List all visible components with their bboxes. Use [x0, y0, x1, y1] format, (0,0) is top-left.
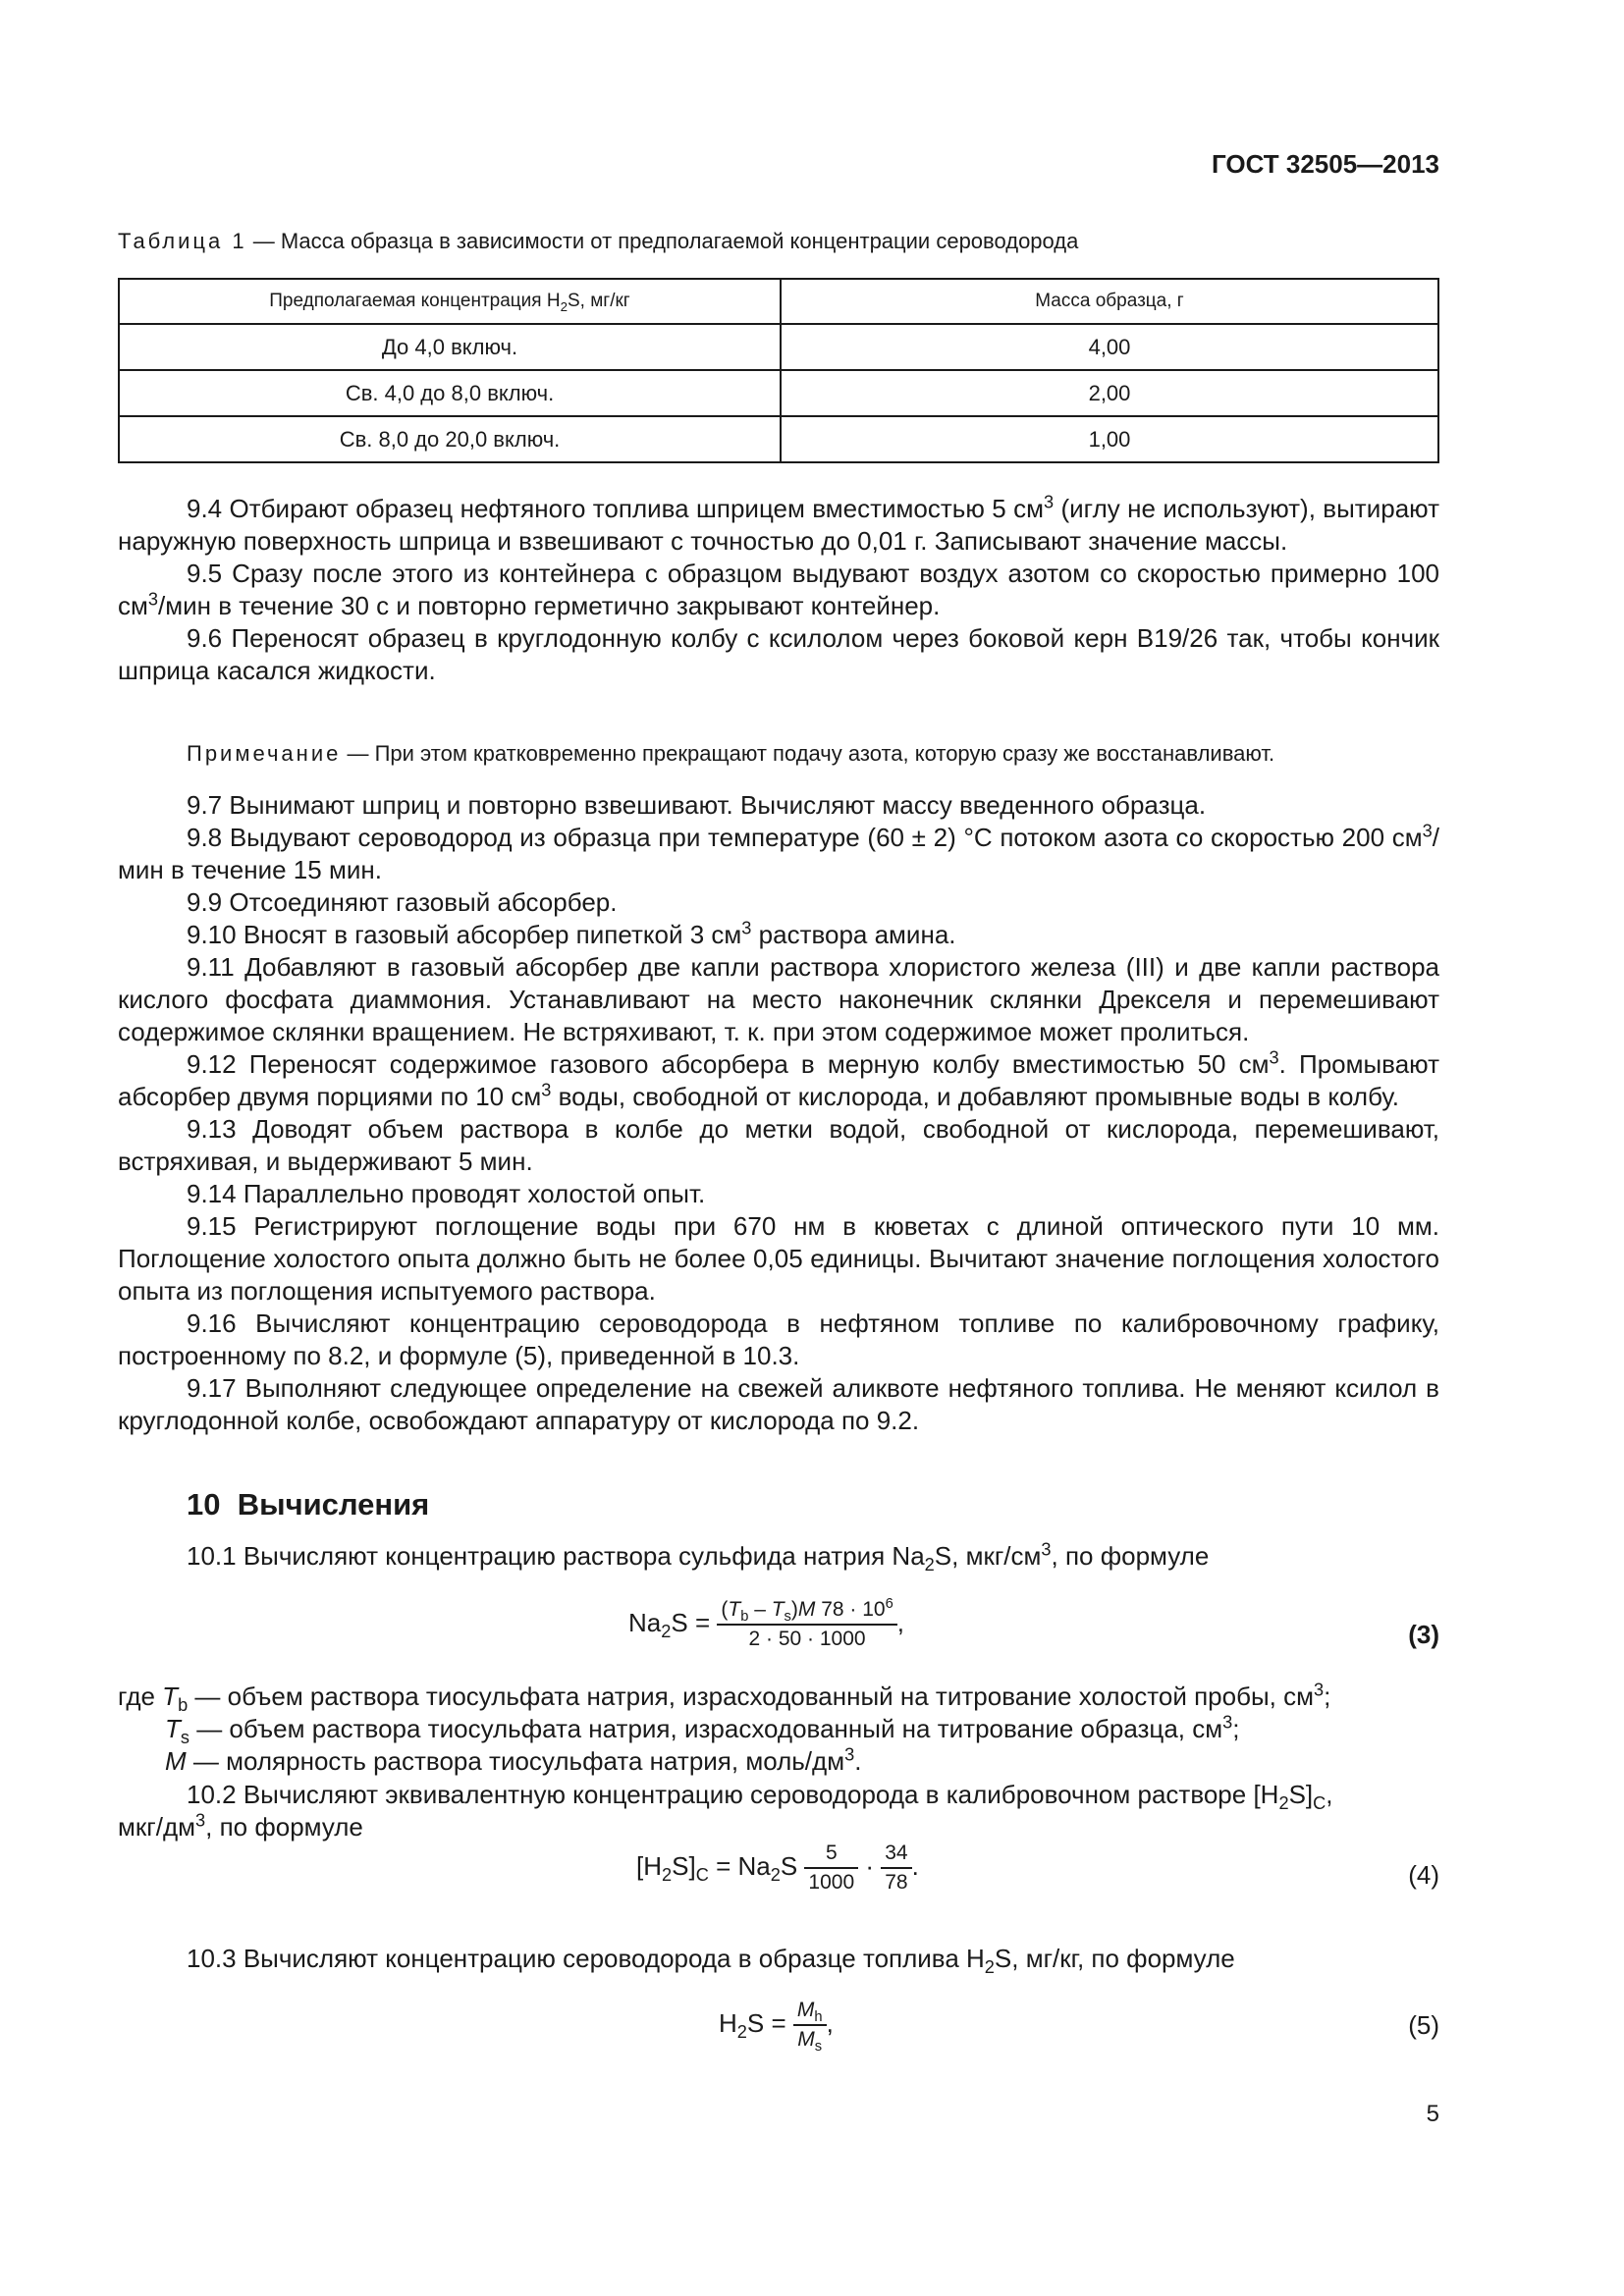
text: 9.12 Переносят содержимое газового абсорбера в мерную колбу вместимостью 50 см [187, 1049, 1270, 1079]
paragraph [118, 1048, 1439, 1113]
superscript: 3 [1269, 1047, 1279, 1068]
formula-text: · [858, 1850, 882, 1881]
formula-text: Na [628, 1607, 662, 1637]
note-text: — При этом кратковременно прекращают подачу азота, которую сразу же восстанавливают. [341, 741, 1275, 766]
formula-var: M [165, 1746, 187, 1776]
superscript: 3 [195, 1810, 206, 1831]
fraction-denominator: 78 [885, 1871, 908, 1894]
table-cell: Св. 8,0 до 20,0 включ. [119, 416, 781, 462]
formula-subscript: 2 [661, 1622, 672, 1642]
note-label: Примечание [187, 741, 342, 766]
fraction-denominator: 2 · 50 · 1000 [748, 1628, 866, 1650]
table-row [119, 416, 1438, 462]
subscript: 2 [1278, 1793, 1289, 1814]
superscript: 3 [1043, 492, 1055, 512]
fraction-numerator [717, 1598, 896, 1626]
table-header-cell [119, 279, 781, 324]
document-code: ГОСТ 32505—2013 [1212, 149, 1439, 179]
superscript: 3 [1041, 1539, 1052, 1560]
table-cell: 2,00 [781, 370, 1438, 416]
fraction-denominator: 1000 [808, 1871, 855, 1894]
fraction-denominator [793, 2026, 827, 2056]
text: 9.13 Доводят объем раствора в колбе до метки водой, свободной от кислорода, перемешивают, встряхивая, и выдерживают 5 мин. [118, 1114, 1439, 1176]
legend-line [118, 1680, 1331, 1716]
table-caption-text: — Масса образца в зависимости от предполагаемой концентрации сероводорода [246, 229, 1079, 253]
formula-5-number: (5) [1408, 2010, 1439, 2040]
formula-var: T [165, 1714, 181, 1743]
paragraph-10-3 [187, 1944, 1235, 1978]
superscript: 3 [541, 1080, 552, 1100]
text: (иглу не используют), вытирают наружную поверхность шприца и взвешивают с точностью до 0,01 г. Записывают значение массы. [118, 494, 1439, 556]
text: — объем раствора тиосульфата натрия, израсходованный на титрование образца, см [189, 1714, 1223, 1743]
text: ; [1324, 1682, 1331, 1711]
formula-3-number: (3) [1408, 1620, 1439, 1649]
section-title: Вычисления [237, 1487, 430, 1522]
text: , по формуле [1051, 1541, 1210, 1571]
paragraphs-top [118, 493, 1439, 687]
text: мкг/дм [118, 1812, 196, 1842]
formula-text: . [911, 1850, 919, 1881]
paragraph [118, 1178, 1439, 1210]
superscript: 3 [147, 589, 158, 610]
table-row [119, 370, 1438, 416]
formula-var: M [797, 2028, 815, 2051]
text: 10.2 Вычисляют эквивалентную концентрацию сероводорода в калибровочном растворе [H [187, 1780, 1279, 1809]
text: 9.10 Вносят в газовый абсорбер пипеткой 3 см [187, 920, 742, 949]
formula-text: S] [672, 1850, 696, 1881]
paragraphs-mid [118, 789, 1439, 1437]
legend-line [118, 1712, 1330, 1748]
paragraph [118, 1372, 1439, 1437]
paragraph [118, 1308, 1439, 1372]
formula-text: H [719, 2007, 737, 2038]
text: . Промывают абсорбер двумя порциями по 10 см [118, 1049, 1439, 1111]
text: 10.3 Вычисляют концентрацию сероводорода в образце топлива H [187, 1944, 985, 1973]
formula-subscript: s [814, 2039, 823, 2056]
text: /мин в течение 30 с и повторно герметично закрывают контейнер. [158, 591, 941, 620]
formula-text: , [826, 2007, 834, 2038]
legend-line [118, 1745, 1330, 1778]
paragraph-10-1 [187, 1539, 1210, 1575]
paragraph-10-2 [118, 1779, 1439, 1843]
formula-text: 78 · 10 [815, 1598, 886, 1621]
subscript: C [1313, 1793, 1326, 1814]
paragraph [118, 886, 1439, 919]
text: воды, свободной от кислорода, и добавляют промывные воды в колбу. [551, 1082, 1400, 1111]
mass-table [118, 278, 1439, 463]
formula-4-number: (4) [1408, 1860, 1439, 1890]
superscript: 3 [844, 1744, 855, 1765]
formula-var: M [797, 1598, 816, 1621]
formula-legend [118, 1681, 1330, 1778]
text: раствора амина. [751, 920, 956, 949]
fraction [881, 1842, 911, 1895]
text: 9.4 Отбирают образец нефтяного топлива шприцем вместимостью 5 см [187, 494, 1044, 523]
table-header-row [119, 279, 1438, 324]
text: — молярность раствора тиосульфата натрия, моль/дм [186, 1746, 845, 1776]
section-number: 10 [187, 1487, 221, 1522]
fraction [793, 1999, 827, 2056]
formula-5 [719, 1999, 834, 2056]
table-caption-label: Таблица 1 [118, 229, 247, 253]
text: ; [1232, 1714, 1240, 1743]
subscript: s [180, 1728, 189, 1748]
formula-4 [636, 1842, 919, 1895]
text: , [1326, 1780, 1333, 1809]
text: 9.16 Вычисляют концентрацию сероводорода в нефтяном топливе по калибровочному графику, построенному по 8.2, и формуле (5), приведенной в 10.3. [118, 1308, 1439, 1370]
paragraph [118, 1779, 1439, 1843]
paragraph [118, 919, 1439, 951]
text: S] [1288, 1780, 1314, 1809]
page-number: 5 [1426, 2101, 1439, 2127]
text: . [854, 1746, 862, 1776]
formula-text: ( [721, 1598, 729, 1621]
subscript: 2 [924, 1555, 935, 1575]
paragraph [118, 789, 1439, 822]
fraction-numerator [793, 1999, 827, 2026]
formula-var: M [796, 1999, 815, 2021]
formula-subscript: b [740, 1609, 749, 1626]
text: 9.9 Отсоединяют газовый абсорбер. [187, 887, 618, 917]
text: S, мг/кг, по формуле [994, 1944, 1235, 1973]
formula-subscript: 2 [736, 2022, 747, 2043]
subscript: b [178, 1695, 189, 1716]
text: S, мкг/см [934, 1541, 1042, 1571]
formula-var: T [728, 1598, 741, 1621]
superscript: 3 [1422, 821, 1433, 841]
table-caption [118, 229, 1078, 254]
formula-text: [H [636, 1850, 662, 1881]
note [187, 741, 1439, 767]
section-heading [187, 1487, 429, 1522]
table-cell: 4,00 [781, 324, 1438, 370]
superscript: 3 [741, 918, 752, 938]
text: 9.6 Переносят образец в круглодонную колбу с ксилолом через боковой керн В19/26 так, чтобы кончик шприца касался жидкости. [118, 623, 1439, 685]
superscript: 3 [1313, 1680, 1325, 1700]
formula-superscript: 6 [885, 1596, 893, 1612]
text: , по формуле [205, 1812, 363, 1842]
fraction-numerator: 5 [804, 1842, 858, 1869]
formula-text: S = [746, 2007, 786, 2038]
formula-text: , [896, 1607, 905, 1637]
paragraph [118, 1210, 1439, 1308]
text: 9.14 Параллельно проводят холостой опыт. [187, 1179, 706, 1208]
text: 9.5 Сразу после этого из контейнера с образцом выдувают воздух азотом со скоростью примерно 100 см [118, 559, 1439, 620]
table-cell: До 4,0 включ. [119, 324, 781, 370]
formula-text: S = [671, 1607, 711, 1637]
text: 10.1 Вычисляют концентрацию раствора сульфида натрия Na [187, 1541, 925, 1571]
superscript: 3 [1222, 1712, 1233, 1733]
table-row [119, 324, 1438, 370]
paragraph [118, 822, 1439, 886]
header-text: S, мг/кг [567, 291, 630, 311]
paragraph [118, 558, 1439, 622]
formula-var: T [771, 1598, 785, 1621]
header-subscript: 2 [560, 298, 568, 314]
text: 9.11 Добавляют в газовый абсорбер две капли раствора хлористого железа (III) и две капли раствора кислого фосфата диаммония. Устанавливают на место наконечник склянки Дрекселя и перемешивают содержимое склянки вращением. Не встряхивают, т. к. при этом содержимое может пролиться. [118, 952, 1439, 1046]
table-cell: 1,00 [781, 416, 1438, 462]
fraction [717, 1598, 896, 1651]
formula-subscript: s [784, 1609, 791, 1626]
text: 9.8 Выдувают сероводород из образца при температуре (60 ± 2) °С потоком азота со скоростью 200 см [187, 823, 1423, 852]
subscript: 2 [984, 1957, 995, 1978]
formula-subscript: 2 [770, 1865, 781, 1886]
formula-subscript: h [814, 2009, 823, 2026]
formula-text: = Na [708, 1850, 771, 1881]
fraction [804, 1842, 858, 1895]
paragraph [118, 951, 1439, 1048]
paragraph [118, 493, 1439, 558]
formula-text: ) [790, 1598, 798, 1621]
text: /мин в течение 15 мин. [118, 823, 1439, 884]
formula-subscript: 2 [662, 1865, 673, 1886]
text: — объем раствора тиосульфата натрия, израсходованный на титрование холостой пробы, см [188, 1682, 1314, 1711]
text: 9.15 Регистрируют поглощение воды при 670 нм в кюветах с длиной оптического пути 10 мм. Поглощение холостого опыта должно быть не более 0,05 единицы. Вычитают значение поглощения холостого опыта из поглощения испытуемого раствора. [118, 1211, 1439, 1306]
fraction-numerator: 34 [881, 1842, 911, 1869]
formula-text: – [748, 1598, 772, 1621]
formula-var: T [162, 1682, 179, 1711]
formula-text: S [780, 1850, 798, 1881]
formula-3 [628, 1598, 904, 1651]
text: 9.7 Вынимают шприц и повторно взвешивают. Вычисляют массу введенного образца. [187, 790, 1207, 820]
text: где [118, 1682, 163, 1711]
paragraph [118, 622, 1439, 687]
formula-subscript: C [695, 1865, 709, 1886]
table-cell: Св. 4,0 до 8,0 включ. [119, 370, 781, 416]
text: 9.17 Выполняют следующее определение на свежей аликвоте нефтяного топлива. Не меняют ксилол в круглодонной колбе, освобождают аппаратуру от кислорода по 9.2. [118, 1373, 1439, 1435]
table-header-cell: Масса образца, г [781, 279, 1438, 324]
header-text: Предполагаемая концентрация H [269, 291, 561, 311]
paragraph [118, 1113, 1439, 1178]
